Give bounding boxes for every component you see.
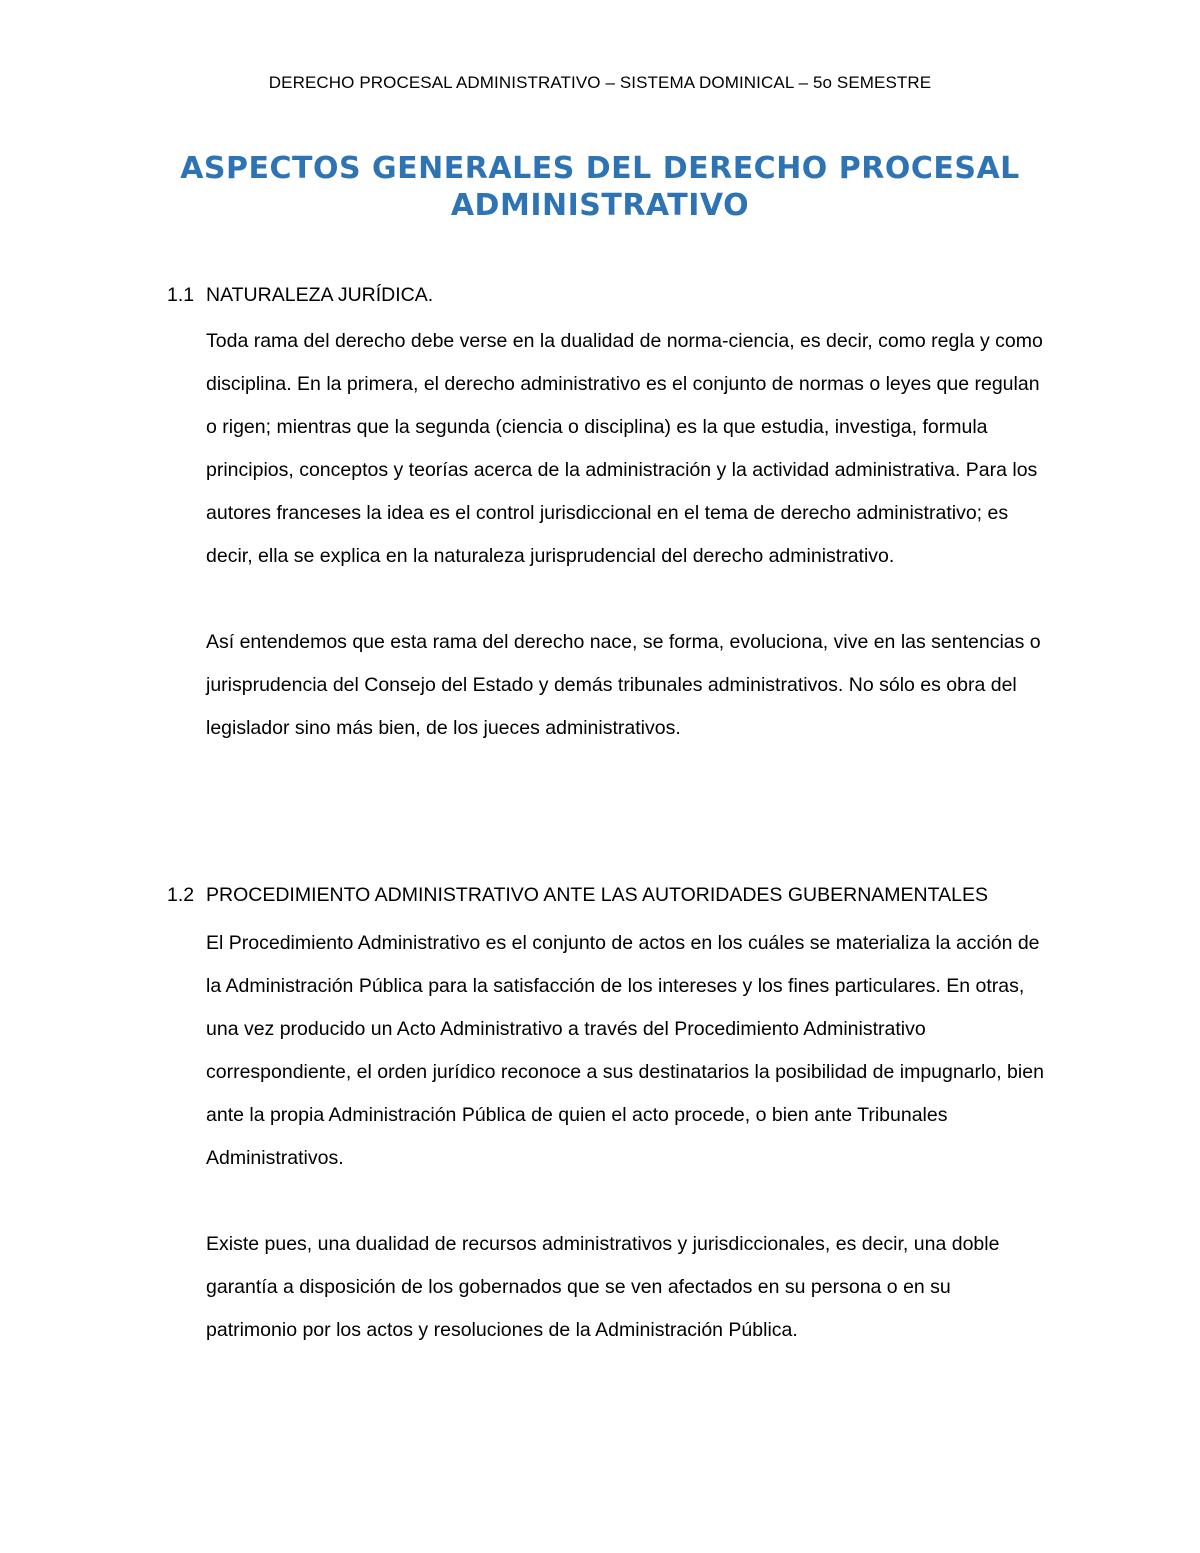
- document-title: ASPECTOS GENERALES DEL DERECHO PROCESAL ADMINISTRATIVO: [180, 151, 1020, 223]
- section-body: [206, 320, 1047, 750]
- section-heading-text: PROCEDIMIENTO ADMINISTRATIVO ANTE LAS AUTORIDADES GUBERNAMENTALES: [206, 884, 988, 906]
- section-procedimiento-administrativo: [167, 882, 1047, 1352]
- section-body: [206, 922, 1047, 1352]
- paragraph: El Procedimiento Administrativo es el conjunto de actos en los cuáles se materializa la acción de la Administración Pública para la satisfacción de los intereses y los fines particulares. En otras, una vez producido un Acto Administrativo a través del Procedimiento Administrativo correspondiente, el orden jurídico reconoce a sus destinatarios la posibilidad de impugnarlo, bien ante la propia Administración Pública de quien el acto procede, o bien ante Tribunales Administrativos.: [206, 932, 1044, 1169]
- section-naturaleza-juridica: [167, 282, 1047, 750]
- section-number: 1.1: [167, 284, 195, 306]
- section-heading: [167, 882, 1047, 908]
- paragraph: Existe pues, una dualidad de recursos administrativos y jurisdiccionales, es decir, una doble garantía a disposición de los gobernados que se ven afectados en su persona o en su patrimonio por los actos y resoluciones de la Administración Pública.: [206, 1233, 1000, 1341]
- section-heading: [167, 282, 1047, 308]
- paragraph: Así entendemos que esta rama del derecho nace, se forma, evoluciona, vive en las sentencias o jurisprudencia del Consejo del Estado y demás tribunales administrativos. No sólo es obra del legislador sino más bien, de los jueces administrativos.: [206, 631, 1041, 739]
- section-heading-text: NATURALEZA JURÍDICA.: [206, 284, 434, 306]
- paragraph: Toda rama del derecho debe verse en la dualidad de norma-ciencia, es decir, como regla y como disciplina. En la primera, el derecho administrativo es el conjunto de normas o leyes que regulan o rigen; mientras que la segunda (ciencia o disciplina) es la que estudia, investiga, formula principios, conceptos y teorías acerca de la administración y la actividad administrativa. Para los autores franceses la idea es el control jurisdiccional en el tema de derecho administrativo; es decir, ella se explica en la naturaleza jurisprudencial del derecho administrativo.: [206, 330, 1043, 567]
- section-number: 1.2: [167, 884, 195, 906]
- running-header: DERECHO PROCESAL ADMINISTRATIVO – SISTEMA DOMINICAL – 5o SEMESTRE: [268, 73, 932, 92]
